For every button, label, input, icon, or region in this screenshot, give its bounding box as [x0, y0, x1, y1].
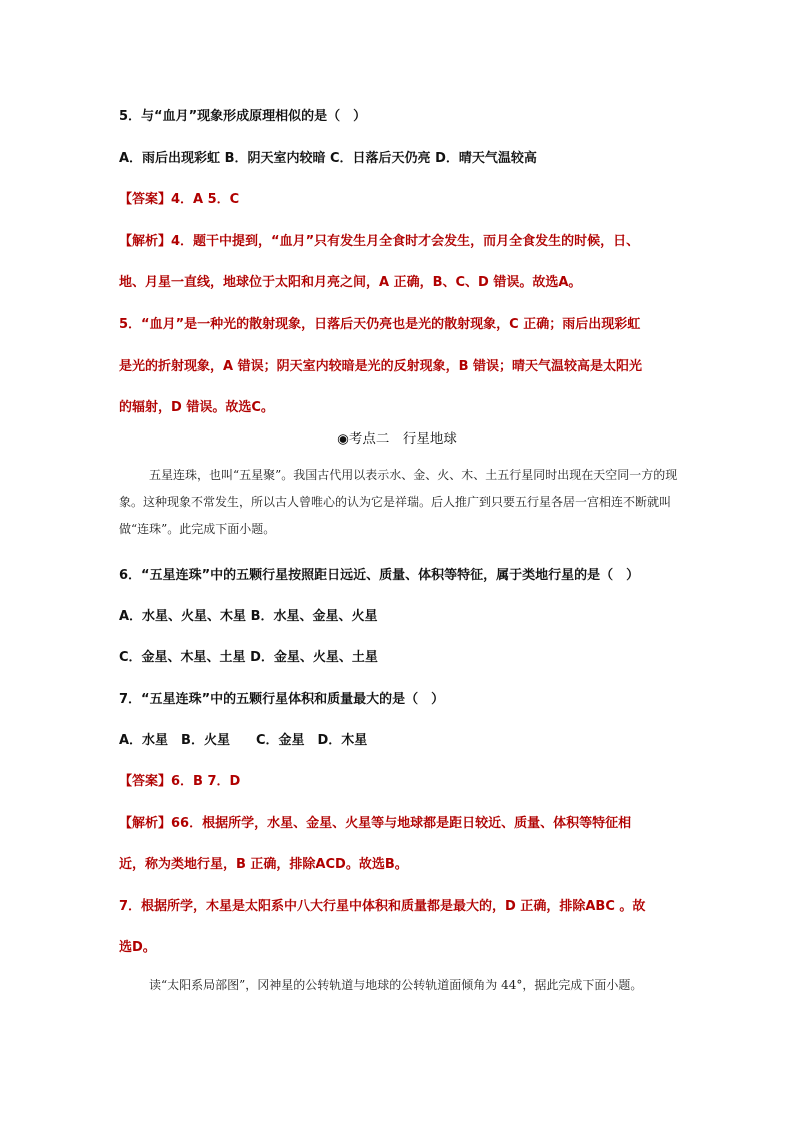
answer-block-1: 【答案】4．A 5．C: [119, 192, 240, 207]
question-7-options: A．水星 B．火星 C．金星 D．木星: [119, 733, 368, 748]
answer-block-2: 【答案】6．B 7．D: [119, 774, 241, 789]
analysis-1-line-3: 5．“血月”是一种光的散射现象，日落后天仍亮也是光的散射现象，C 正确；雨后出现彩虹: [119, 317, 641, 332]
section-title: 考点二 行星地球: [348, 431, 457, 447]
question-5-options: A．雨后出现彩虹 B．阴天室内较暗 C．日落后天仍亮 D．晴天气温较高: [119, 151, 537, 166]
question-6-options-line-2: C．金星、木星、土星 D．金星、火星、土星: [119, 650, 378, 665]
analysis-1-line-1: 【解析】4．题干中提到，“血月”只有发生月全食时才会发生，而月全食发生的时候，日、: [119, 234, 640, 249]
analysis-1-line-4: 是光的折射现象，A 错误；阴天室内较暗是光的反射现象，B 错误；晴天气温较高是太阳光: [119, 359, 643, 374]
analysis-2-line-3: 7．根据所学，木星是太阳系中八大行星中体积和质量都是最大的，D 正确，排除ABC 。故: [119, 899, 646, 914]
question-7: 7．“五星连珠”中的五颗行星体积和质量最大的是（ ）: [119, 692, 445, 707]
analysis-2-line-2: 近，称为类地行星，B 正确，排除ACD。故选B。: [119, 857, 408, 872]
section-marker-icon: ◉: [337, 431, 349, 447]
question-5: 5．与“血月”现象形成原理相似的是（ ）: [119, 109, 367, 124]
analysis-1-line-5: 的辐射，D 错误。故选C。: [119, 400, 274, 415]
analysis-1-line-2: 地、月星一直线，地球位于太阳和月亮之间，A 正确，B、C、D 错误。故选A。: [119, 275, 582, 290]
question-6: 6．“五星连珠”中的五颗行星按照距日远近、质量、体积等特征，属于类地行星的是（ ）: [119, 568, 640, 583]
section-heading: [0, 429, 794, 449]
analysis-2-line-1: 【解析】66．根据所学，水星、金星、火星等与地球都是距日较近、质量、体积等特征相: [119, 816, 632, 831]
question-6-options-line-1: A．水星、火星、木星 B．水星、金星、火星: [119, 609, 378, 624]
passage-five-planets: 五星连珠，也叫“五星聚”。我国古代用以表示水、金、火、木、土五行星同时出现在天空同一方的现象。这种现象不常发生，所以古人曾唯心的认为它是祥瑞。后人推广到只要五行星各居一宫相连不断就叫做“连珠”。此完成下面小题。: [119, 468, 678, 536]
passage-solar-system: 读“太阳系局部图”，冈神星的公转轨道与地球的公转轨道面倾角为 44°，据此完成下面小题。: [149, 978, 643, 992]
analysis-2-line-4: 选D。: [119, 940, 156, 955]
